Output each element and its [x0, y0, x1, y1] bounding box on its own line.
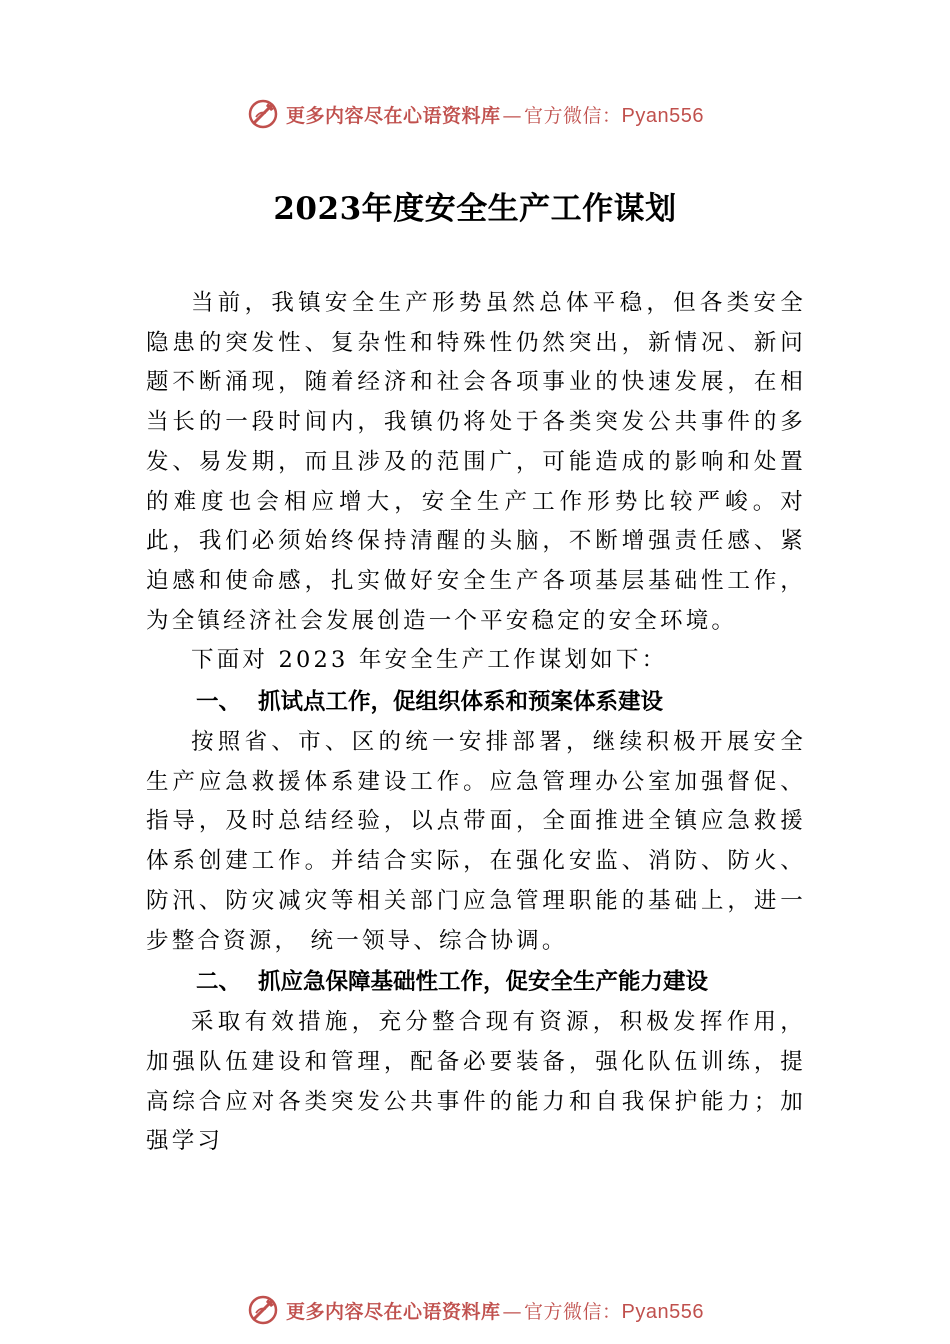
paragraph-section-2: 采取有效措施，充分整合现有资源，积极发挥作用，加强队伍建设和管理，配备必要装备，强化队伍训练，提高综合应对各类突发公共事件的能力和自我保护能力；加强学习 [146, 1009, 806, 1155]
watermark-separator: — [502, 104, 523, 127]
section-heading-1 [146, 681, 806, 723]
section-heading-1-text: 抓试点工作，促组织体系和预案体系建设 [258, 689, 664, 716]
watermark-separator: — [502, 1300, 523, 1323]
paragraph-plan-intro: 下面对 2023 年安全生产工作谋划如下： [191, 647, 668, 674]
section-heading-2-text: 抓应急保障基础性工作，促安全生产能力建设 [258, 969, 709, 996]
paragraph-section-1: 按照省、市、区的统一安排部署，继续积极开展安全生产应急救援体系建设工作。应急管理办公室加强督促、指导，及时总结经验，以点带面，全面推进全镇应急救援体系创建工作。并结合实际，在强化安监、消防、防火、防汛、防灾减灾等相关部门应急管理职能的基础上，进一步整合资源， 统一领导、综合协调。 [146, 729, 806, 954]
watermark-label: 官方微信： [524, 104, 622, 127]
section-heading-1-number: 一、 [196, 689, 242, 716]
watermark-account: Pyan556 [621, 104, 704, 127]
document-body [146, 284, 806, 1162]
brand-logo-icon [246, 1293, 280, 1327]
footer-watermark [0, 1290, 950, 1330]
watermark-label: 官方微信： [524, 1300, 622, 1323]
watermark-text [286, 101, 704, 128]
watermark-text [286, 1297, 704, 1324]
document-title: 2023年度安全生产工作谋划 [273, 191, 677, 227]
paragraph-intro: 当前，我镇安全生产形势虽然总体平稳，但各类安全隐患的突发性、复杂性和特殊性仍然突出，新情况、新问题不断涌现，随着经济和社会各项事业的快速发展，在相当长的一段时间内，我镇仍将处于各类突发公共事件的多发、易发期，而且涉及的范围广，可能造成的影响和处置的难度也会相应增大，安全生产工作形势比较严峻。对此，我们必须始终保持清醒的头脑，不断增强责任感、紧迫感和使命感，扎实做好安全生产各项基层基础性工作，为全镇经济社会发展创造一个平安稳定的安全环境。 [146, 290, 806, 634]
section-heading-2-number: 二、 [196, 969, 242, 996]
section-heading-2 [146, 961, 806, 1003]
watermark-account: Pyan556 [621, 1300, 704, 1323]
header-watermark [0, 94, 950, 134]
watermark-brand: 更多内容尽在心语资料库 [286, 1300, 501, 1323]
brand-logo-icon [246, 97, 280, 131]
watermark-brand: 更多内容尽在心语资料库 [286, 104, 501, 127]
